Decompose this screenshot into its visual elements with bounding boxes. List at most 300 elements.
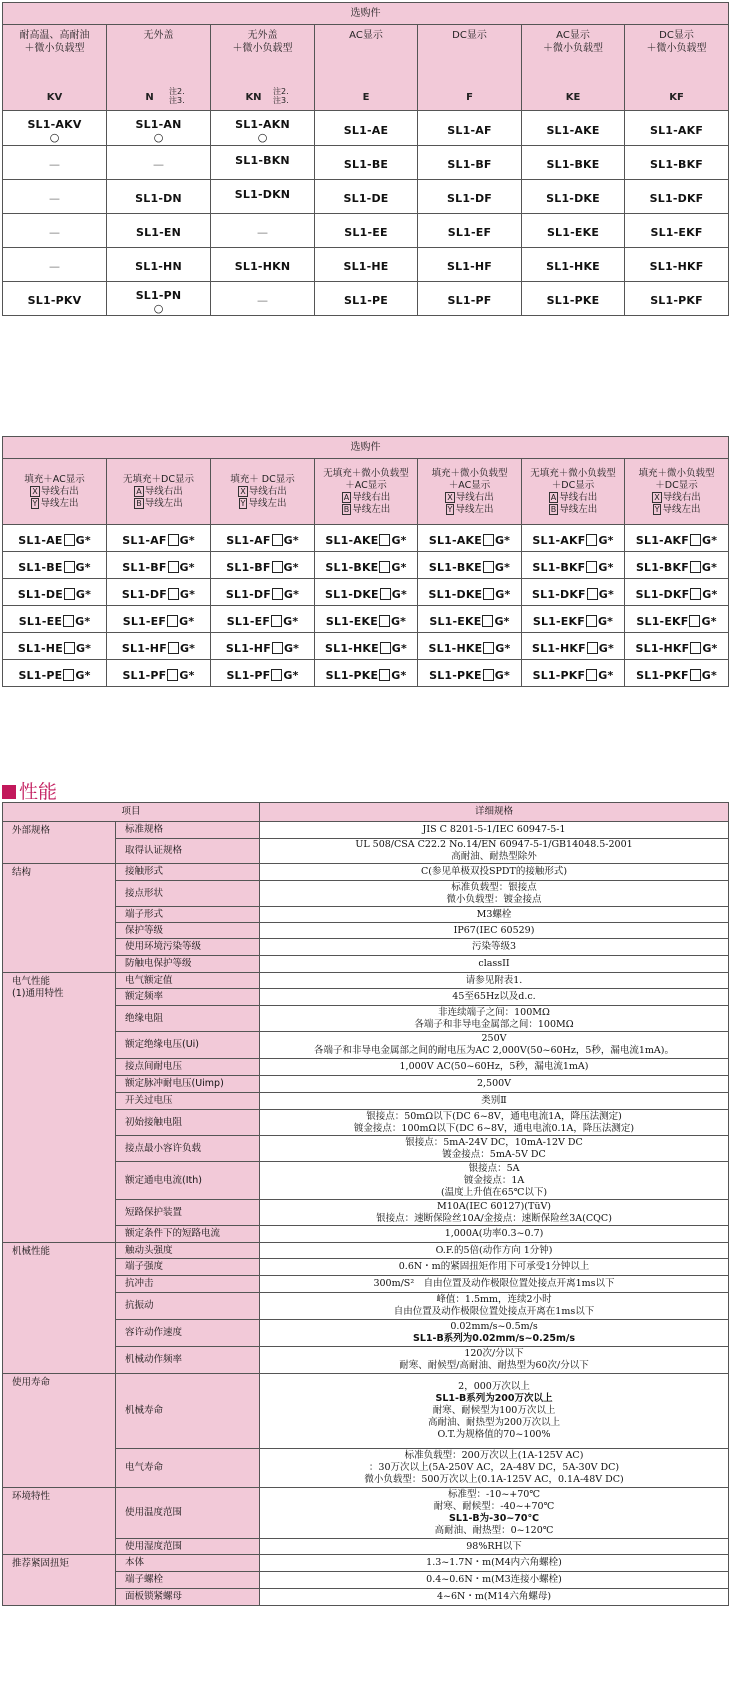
item-label: 使用环境污染等级 [116,939,260,956]
option-letter-badge: Y [32,498,38,508]
table-cell [315,214,418,248]
option-text: 导线左出 [352,503,391,515]
model-code: SL1-PKE [546,294,600,307]
table-cell [418,606,522,633]
model-code: SL1-AN [135,118,182,131]
table-cell [211,606,315,633]
model-prefix: SL1-HF [121,641,167,655]
placeholder-box-icon [483,669,494,681]
detail-line: 耐寒、耐候型为100万次以上 [432,1405,556,1416]
model-code [326,669,407,682]
table-cell [625,180,729,214]
column-note [273,87,289,105]
model-prefix: SL1-HKE [428,641,483,655]
detail-value [260,956,729,973]
table-cell [3,214,107,248]
category-cell [3,864,116,973]
detail-line: 镀金接点：1A [463,1174,525,1186]
available-circle-icon: ○ [153,301,164,315]
model-code [19,615,91,628]
model-suffix: G* [179,641,196,655]
model-code [123,615,195,628]
table-cell [107,525,211,552]
model-prefix: SL1-DE [17,587,63,601]
detail-line: O.T.为规格值的70~100% [437,1429,551,1440]
table-cell [107,552,211,579]
table-cell [315,146,418,180]
column-description-line: 填充＋AC显示 [24,473,85,485]
heading-marker-icon [2,785,16,799]
detail-value [260,839,729,864]
table-cell [315,111,418,146]
item-label: 触动头强度 [116,1243,260,1259]
placeholder-box-icon [482,615,493,627]
item-label: 电气额定值 [116,973,260,989]
section-heading [2,777,57,804]
placeholder-box-icon [272,642,283,654]
model-code [429,534,510,547]
empty-dash: — [257,294,268,307]
table-row [3,146,729,180]
model-suffix: G* [283,641,300,655]
item-label: 电气寿命 [116,1449,260,1488]
column-header [3,459,107,525]
item-label: 短路保护装置 [116,1200,260,1226]
detail-value [260,907,729,923]
model-suffix: G* [283,560,299,574]
detail-line: O.F.的5倍(动作方向 1分钟) [435,1244,553,1256]
placeholder-box-icon [64,561,75,573]
model-code [532,561,613,574]
option-text: 导线右出 [144,485,183,497]
column-header [315,459,418,525]
model-prefix: SL1-PKE [429,668,482,682]
detail-value [260,1200,729,1226]
item-label: 机械动作频率 [116,1347,260,1374]
detail-value [260,864,729,881]
table-row [3,282,729,316]
model-suffix: G* [283,587,300,601]
model-suffix: G* [391,641,407,655]
model-suffix: G* [391,560,407,574]
item-label: 面板锁紧螺母 [116,1589,260,1606]
placeholder-box-icon [586,669,597,681]
placeholder-box-icon [380,588,391,600]
table-cell [107,180,211,214]
placeholder-box-icon [587,588,598,600]
table-row [3,822,729,839]
model-code [532,642,614,655]
category-cell [3,822,116,864]
item-label: 标准规格 [116,822,260,839]
detail-value [260,1320,729,1347]
model-code [325,561,406,574]
model-code [18,669,90,682]
column-code: KE [565,92,581,103]
model-code: SL1-BF [447,158,492,171]
model-suffix: G* [75,641,92,655]
option-letter-badge: X [240,486,246,496]
column-header [315,25,418,111]
table-title: 选购件 [3,3,729,25]
table-row [3,973,729,989]
column-description-line: 无填充＋DC显示 [123,473,194,485]
placeholder-box-icon [167,615,178,627]
model-prefix: SL1-DKE [325,587,379,601]
detail-value [260,1162,729,1200]
column-code: F [466,92,473,103]
model-suffix: G* [598,533,614,547]
column-code: KF [669,92,684,103]
placeholder-box-icon [586,615,597,627]
category-cell [3,973,116,1243]
placeholder-box-icon [272,534,283,546]
model-prefix: SL1-HKF [532,641,586,655]
performance-table [2,802,729,1606]
model-code [429,615,509,628]
detail-value [260,989,729,1006]
placeholder-box-icon [690,642,701,654]
wire-option [625,492,728,504]
option-letter-badge: B [550,504,557,514]
model-code: SL1-AKF [649,123,704,137]
model-prefix: SL1-BF [122,560,167,574]
detail-value [260,881,729,907]
model-suffix: G* [597,614,614,628]
model-code: SL1-DKN [234,188,291,201]
wire-option [107,486,210,498]
detail-line: 耐寒、耐候型：-40~+70℃ [433,1501,555,1512]
wire-option [315,504,417,516]
model-code: SL1-BKE [546,158,600,171]
model-code: SL1-HKE [546,260,600,273]
placeholder-box-icon [380,642,391,654]
model-prefix: SL1-AE [18,533,63,547]
column-description [625,25,728,55]
table-cell [522,111,625,146]
model-code [226,588,299,601]
model-prefix: SL1-DKF [532,587,586,601]
table-title: 选购件 [3,437,729,459]
table-cell [211,579,315,606]
table-cell [522,525,625,552]
table-cell [625,111,729,146]
table-cell [625,633,729,660]
detail-line: 各端子和非导电金属部之间：100MΩ [414,1018,574,1030]
placeholder-box-icon [379,615,390,627]
model-code: SL1-HKF [649,260,704,273]
column-description-line: 耐高温、高耐油 [19,30,90,41]
column-header [418,459,522,525]
detail-line: (温度上升值在65℃以下) [440,1186,548,1198]
model-prefix: SL1-BF [226,560,271,574]
model-prefix: SL1-EF [226,614,271,628]
table-cell [3,248,107,282]
detail-line: 标准负载型：200万次以上(1A-125V AC) [404,1450,584,1461]
table-row [3,1243,729,1259]
placeholder-box-icon [379,561,390,573]
table-cell [522,660,625,687]
option-letter-badge: A [343,492,350,502]
placeholder-box-icon [483,534,494,546]
model-code: SL1-HF [446,260,493,273]
table-cell [625,248,729,282]
detail-line: 0.4~0.6N・m(M3连接小螺栓) [426,1574,562,1585]
detail-value [260,973,729,989]
category-label: (1)通用特性 [12,988,64,999]
item-label: 端子螺栓 [116,1572,260,1589]
wire-option [418,492,521,504]
detail-value [260,1555,729,1572]
detail-line: 300m/S² 自由位置及动作极限位置处接点开离1ms以下 [373,1278,615,1289]
model-code: SL1-PN [135,288,182,302]
table-cell [211,633,315,660]
model-code [18,534,91,547]
table-cell [625,579,729,606]
placeholder-box-icon [64,588,75,600]
model-prefix: SL1-PKF [532,668,586,682]
model-code [122,534,195,547]
model-prefix: SL1-BKF [635,560,689,574]
table-row [3,552,729,579]
column-description [418,25,521,42]
model-code: SL1-DE [343,192,389,205]
detail-value [260,1572,729,1589]
wire-option [3,498,106,510]
detail-line: 耐寒、耐候型/高耐油、耐热型为60次/分以下 [399,1360,589,1371]
detail-line: 类别Ⅱ [481,1095,507,1106]
wire-option [3,486,106,498]
model-code [532,588,614,601]
detail-value [260,1259,729,1276]
detail-value [260,1293,729,1320]
model-code: SL1-PKF [650,294,703,307]
detail-line: SL1-B系列为200万次以上 [435,1393,553,1404]
column-description-line: DC显示 [659,30,694,41]
model-prefix: SL1-HKF [635,641,690,655]
table-cell [522,633,625,660]
model-code: SL1-AKN [235,118,290,131]
table-cell [625,606,729,633]
item-label: 使用温度范围 [116,1488,260,1539]
placeholder-box-icon [483,561,494,573]
model-prefix: SL1-EE [18,614,63,628]
column-description-line: DC显示 [452,30,487,41]
table-cell [107,660,211,687]
table-cell [418,633,522,660]
item-label: 抗冲击 [116,1276,260,1293]
item-label: 绝缘电阻 [116,1006,260,1032]
model-code: SL1-AKE [546,123,600,137]
model-prefix: SL1-PF [226,668,271,682]
model-suffix: G* [179,560,195,574]
item-label: 容许动作速度 [116,1320,260,1347]
placeholder-box-icon [379,534,390,546]
table-cell [211,282,315,316]
placeholder-box-icon [271,669,282,681]
table-cell [625,552,729,579]
available-circle-icon: ○ [49,131,60,144]
model-suffix: G* [283,614,299,628]
model-prefix: SL1-EKE [325,614,378,628]
table-cell [315,606,418,633]
model-suffix: G* [283,668,299,682]
column-header-detail: 详细规格 [260,803,729,822]
placeholder-box-icon [168,642,179,654]
column-description-line: ＋AC显示 [448,479,491,491]
option-text: 导线左出 [559,503,598,515]
model-code [532,534,613,547]
option-letter-badge: X [447,492,453,502]
column-description [3,25,106,55]
table-cell [3,282,107,316]
table-cell [107,146,211,180]
table-cell [211,248,315,282]
model-prefix: SL1-AF [226,533,271,547]
category-cell [3,1488,116,1555]
model-prefix: SL1-AF [122,533,167,547]
placeholder-box-icon [690,669,701,681]
column-description [107,25,210,42]
item-label: 接点间耐电压 [116,1059,260,1076]
model-code [226,642,299,655]
placeholder-box-icon [586,534,597,546]
detail-line: 250V [481,1033,507,1044]
category-cell [3,1243,116,1374]
table-row [3,111,729,146]
placeholder-box-icon [272,561,283,573]
detail-value [260,1539,729,1555]
model-code: SL1-PF [447,294,492,307]
column-header [211,25,315,111]
column-header [625,459,729,525]
table-cell [3,660,107,687]
category-cell [3,1374,116,1488]
column-header-item: 项目 [3,803,260,822]
column-code: KN [245,92,262,103]
placeholder-box-icon [64,642,75,654]
table-cell [315,660,418,687]
detail-line: 0.02mm/s~0.5m/s [450,1321,538,1332]
placeholder-box-icon [379,669,390,681]
column-description [315,25,417,42]
model-prefix: SL1-AKE [428,533,482,547]
detail-line: 高耐油、耐热型除外 [451,851,537,862]
table-cell [107,282,211,316]
table-cell [625,146,729,180]
model-code [636,534,717,547]
model-code [226,669,298,682]
column-description-line: 填充＋微小负载型 [638,467,715,479]
column-header [211,459,315,525]
option-letter-badge: A [136,486,142,496]
detail-value [260,923,729,939]
table-cell [315,180,418,214]
category-cell [3,1555,116,1606]
model-code [325,534,406,547]
item-label: 开关过电压 [116,1093,260,1110]
column-description-line: ＋微小负载型 [646,43,707,54]
table-cell [315,579,418,606]
detail-line: 微小负载型：500万次以上(0.1A-125V AC，0.1A-48V DC) [364,1474,624,1485]
model-suffix: G* [598,641,614,655]
detail-line: 请参见附表1. [465,974,523,986]
table-cell [625,282,729,316]
detail-value [260,939,729,956]
detail-value [260,822,729,839]
table-cell [522,180,625,214]
placeholder-box-icon [63,615,74,627]
model-prefix: SL1-AKF [532,533,586,547]
table-cell [211,214,315,248]
category-label: 结构 [12,867,32,878]
table-cell [3,525,107,552]
detail-line: 银接点：50mΩ以下(DC 6~8V，通电电流1A，降压法测定) [366,1110,622,1122]
table-row [3,606,729,633]
table-cell [3,111,107,146]
option-letter-badge: X [654,492,660,502]
column-description-line: 无外盖 [247,30,278,41]
model-prefix: SL1-PKE [325,668,379,682]
model-suffix: G* [75,560,91,574]
model-suffix: G* [391,668,407,682]
model-code [227,615,299,628]
table-cell [522,606,625,633]
model-code: SL1-BE [343,158,389,171]
table-cell [3,146,107,180]
option-text: 导线右出 [662,491,701,503]
column-description-line: ＋AC显示 [345,479,387,491]
table-row [3,1555,729,1572]
detail-line: M10A(IEC 60127)(TüV) [437,1200,552,1212]
item-label: 接触形式 [116,864,260,881]
model-suffix: G* [494,560,511,574]
model-suffix: G* [598,668,614,682]
available-circle-icon: ○ [257,131,268,144]
table-row [3,1374,729,1449]
empty-dash: — [153,158,164,171]
column-description [522,25,624,55]
model-suffix: G* [598,587,614,601]
model-code [429,588,511,601]
model-prefix: SL1-EKF [532,614,585,628]
model-code: SL1-AE [343,123,389,137]
wire-option [107,498,210,510]
model-code [226,534,299,547]
item-label: 初始接触电阻 [116,1110,260,1136]
column-description-line: 无填充＋微小负载型 [323,467,409,479]
column-note [169,87,185,105]
model-code: SL1-BKF [650,158,704,171]
option-letter-badge: X [32,486,38,496]
model-suffix: G* [495,641,511,655]
option-letter-badge: Y [447,504,453,514]
model-suffix: G* [75,668,91,682]
model-suffix: G* [179,614,195,628]
column-description-line: ＋微小负载型 [232,43,293,54]
item-label: 额定绝缘电压(Ui) [116,1032,260,1059]
category-label: 推荐紧固扭矩 [12,1558,70,1569]
item-label: 额定脉冲耐电压(Uimp) [116,1076,260,1093]
item-label: 额定条件下的短路电流 [116,1226,260,1243]
detail-value [260,1006,729,1032]
table-cell [107,579,211,606]
detail-line: 标准型：-10~+70℃ [448,1489,540,1500]
model-prefix: SL1-PF [122,668,167,682]
empty-dash: — [49,226,60,239]
model-prefix: SL1-BE [18,560,63,574]
detail-line: 镀金接点：100mΩ以下(DC 6~8V，通电电流0.1A，降压法测定) [353,1122,635,1134]
